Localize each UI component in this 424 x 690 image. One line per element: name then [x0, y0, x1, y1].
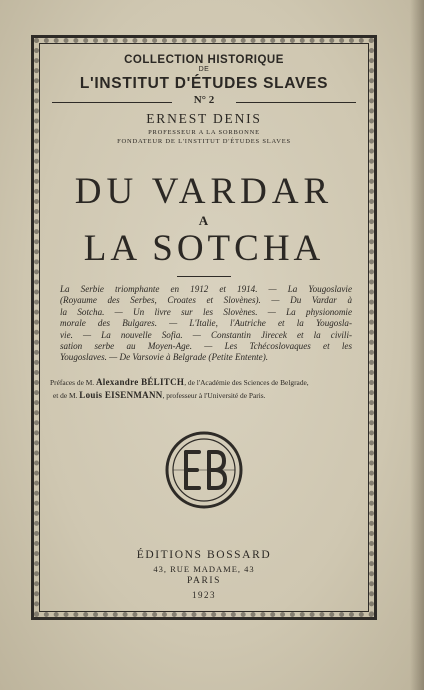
title-divider — [177, 276, 231, 277]
page-edge-shadow — [410, 0, 424, 690]
summary-line: vie. — La nouvelle Sofia. — Constantin Jirecek et la civili- — [60, 329, 352, 340]
contents-summary — [60, 284, 352, 364]
summary-line: (Royaume des Serbes, Croates et Slovènes). — Du Vardar à — [60, 295, 352, 306]
title-page-content — [46, 46, 362, 612]
book-title-connector: A — [198, 213, 210, 228]
book-title-line-1: DU VARDAR — [74, 171, 334, 212]
summary-line: la Sotcha. — Un livre sur les Slovènes. — La physionomie — [60, 306, 352, 317]
author-name: ERNEST DENIS — [146, 111, 262, 126]
summary-line: morale des Bulgares. — L'Italie, l'Autriche et la Yougosla- — [60, 318, 352, 329]
author-title-2: FONDATEUR DE L'INSTITUT D'ÉTUDES SLAVES — [117, 138, 291, 145]
summary-line: Yougoslaves. — De Varsovie à Belgrade (Petite Entente). — [60, 352, 269, 363]
collection-line-3: L'INSTITUT D'ÉTUDES SLAVES — [79, 75, 329, 92]
preface-line-1 — [50, 376, 366, 389]
summary-line: sation serbe au Moyen-Age. — Les Tchécoslovaques et les — [60, 341, 352, 352]
author-title-1: PROFESSEUR A LA SORBONNE — [148, 129, 260, 136]
preface-role-1: , de l'Académie des Sciences de Belgrade, — [184, 378, 309, 387]
preface-line-2 — [50, 389, 366, 402]
collection-line-2: DE — [198, 66, 210, 73]
book-title-line-2: LA SOTCHA — [83, 228, 325, 269]
publisher-city: PARIS — [186, 576, 222, 586]
preface-connector: et de M. — [53, 391, 78, 400]
series-number: N° 2 — [193, 94, 215, 106]
summary-line: La Serbie triomphante en 1912 et 1914. — La Yougoslavie — [60, 284, 352, 294]
collection-line-1: COLLECTION HISTORIQUE — [124, 54, 284, 66]
preface-name-1: Alexandre BÉLITCH — [95, 377, 185, 387]
preface-name-2: Louis EISENMANN — [79, 390, 163, 400]
preface-label: Préfaces de M. — [50, 378, 95, 387]
publication-year: 1923 — [192, 590, 216, 600]
publisher-address: 43, RUE MADAME, 43 — [153, 564, 255, 574]
prefaces-credit — [50, 376, 366, 402]
preface-role-2: , professeur à l'Université de Paris. — [162, 391, 266, 400]
publisher-monogram-icon — [164, 430, 244, 510]
publisher-name: ÉDITIONS BOSSARD — [136, 549, 272, 561]
